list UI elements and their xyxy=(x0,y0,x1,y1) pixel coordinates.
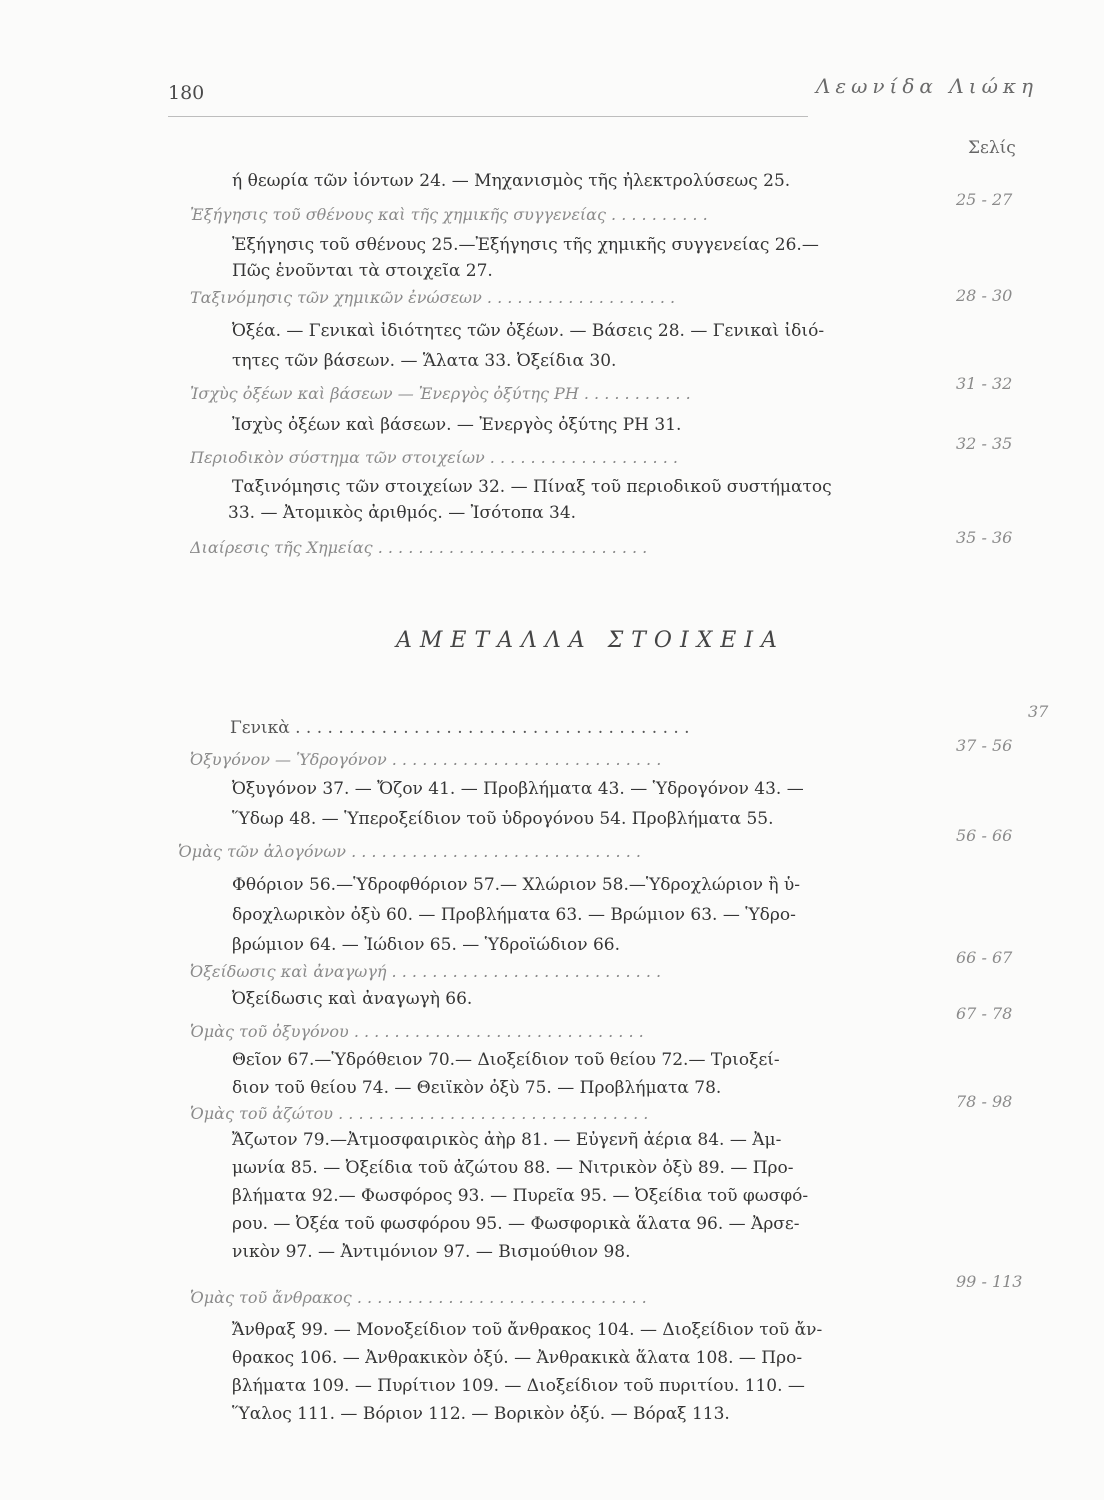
section-heading: ΑΜΕΤΑΛΛΑ ΣΤΟΙΧΕΙΑ xyxy=(396,628,785,653)
toc-entry-pages: 32 - 35 xyxy=(956,434,1013,453)
body-line: τητες τῶν βάσεων. — Ἅλατα 33. Ὀξείδια 30. xyxy=(232,351,617,371)
intro-line: ή θεωρία τῶν ἰόντων 24. — Μηχανισμὸς τῆς ἠλεκτρολύσεως 25. xyxy=(232,171,791,191)
body-line: βρώμιον 64. — Ἰώδιον 65. — Ὑδροϊώδιον 66. xyxy=(232,935,621,955)
page-number: 180 xyxy=(168,82,205,104)
toc-entry-pages: 37 - 56 xyxy=(956,736,1013,755)
toc-entry-title: Ἰσχὺς ὀξέων καὶ βάσεων — Ἐνεργὸς ὀξύτης PH . . . . . . . . . . . xyxy=(190,384,691,403)
body-line: Πῶς ἑνοῦνται τὰ στοιχεῖα 27. xyxy=(232,261,493,281)
body-line: Ταξινόμησις τῶν στοιχείων 32. — Πίναξ τοῦ περιοδικοῦ συστήματος xyxy=(232,477,832,497)
toc-entry-body xyxy=(232,870,800,960)
toc-entry-title: Γενικὰ . . . . . . . . . . . . . . . . . . . . . . . . . . . . . . . . . . . . . xyxy=(230,718,690,738)
toc-entry-title: Διαίρεσις τῆς Χημείας . . . . . . . . . . . . . . . . . . . . . . . . . . . xyxy=(190,538,648,557)
body-line: Φθόριον 56.—Ὑδροφθόριον 57.— Χλώριον 58.—Ὑδροχλώριον ἢ ὑ- xyxy=(232,875,801,895)
body-line: Ὕαλος 111. — Βόριον 112. — Βορικὸν ὀξύ. — Βόραξ 113. xyxy=(232,1404,730,1424)
body-line: μωνία 85. — Ὀξείδια τοῦ ἀζώτου 88. — Νιτρικὸν ὀξὺ 89. — Προ- xyxy=(232,1158,794,1178)
intro-text xyxy=(232,168,790,194)
toc-entry-body xyxy=(232,986,472,1012)
toc-entry-body xyxy=(228,474,832,526)
toc-entry-title: Ὁμὰς τοῦ ἀζώτου . . . . . . . . . . . . . . . . . . . . . . . . . . . . . . . xyxy=(190,1104,649,1123)
body-line: Ὀξυγόνον 37. — Ὄζον 41. — Προβλήματα 43. — Ὑδρογόνον 43. — xyxy=(232,779,804,799)
toc-entry-title: Ὀξείδωσις καὶ ἀναγωγή . . . . . . . . . . . . . . . . . . . . . . . . . . . xyxy=(190,962,662,981)
toc-entry-pages: 78 - 98 xyxy=(956,1092,1013,1111)
pages-column-label: Σελίς xyxy=(968,138,1016,158)
body-line: Ὀξέα. — Γενικαὶ ἰδιότητες τῶν ὀξέων. — Βάσεις 28. — Γενικαὶ ἰδιό- xyxy=(232,321,825,341)
body-line: διον τοῦ θείου 74. — Θειϊκὸν ὀξὺ 75. — Προβλήματα 78. xyxy=(232,1078,722,1098)
toc-entry-pages: 31 - 32 xyxy=(956,374,1013,393)
toc-entry-body xyxy=(232,1316,822,1428)
toc-entry-body xyxy=(232,1046,780,1102)
body-line: Ὕδωρ 48. — Ὑπεροξείδιον τοῦ ὑδρογόνου 54. Προβλήματα 55. xyxy=(232,809,774,829)
header-rule xyxy=(168,116,808,117)
toc-entry-body xyxy=(232,318,824,374)
body-line: Ἰσχὺς ὀξέων καὶ βάσεων. — Ἐνεργὸς ὀξύτης PH 31. xyxy=(232,415,682,435)
body-line: Ὀξείδωσις καὶ ἀναγωγὴ 66. xyxy=(232,989,473,1009)
toc-entry-pages: 67 - 78 xyxy=(956,1004,1013,1023)
toc-entry-title: Ὀξυγόνον — Ὑδρογόνον . . . . . . . . . . . . . . . . . . . . . . . . . . . xyxy=(190,750,662,769)
toc-entry-body xyxy=(232,776,804,832)
body-line: 33. — Ἀτομικὸς ἀριθμός. — Ἰσότοπα 34. xyxy=(228,503,577,523)
toc-entry-title: Ὁμὰς τῶν ἀλογόνων . . . . . . . . . . . . . . . . . . . . . . . . . . . . . xyxy=(178,842,641,861)
body-line: ρου. — Ὀξέα τοῦ φωσφόρου 95. — Φωσφορικὰ ἅλατα 96. — Ἀρσε- xyxy=(232,1214,800,1234)
body-line: βλήματα 92.— Φωσφόρος 93. — Πυρεῖα 95. — Ὀξείδια τοῦ φωσφό- xyxy=(232,1186,809,1206)
body-line: Ἄνθραξ 99. — Μονοξείδιον τοῦ ἄνθρακος 104. — Διοξείδιον τοῦ ἄν- xyxy=(232,1320,823,1340)
body-line: βλήματα 109. — Πυρίτιον 109. — Διοξείδιον τοῦ πυριτίου. 110. — xyxy=(232,1376,805,1396)
running-head: Λεωνίδα Λιώκη xyxy=(815,74,1038,98)
toc-entry-pages: 35 - 36 xyxy=(956,528,1013,547)
toc-entry-title: Ἐξήγησις τοῦ σθένους καὶ τῆς χημικῆς συγγενείας . . . . . . . . . . xyxy=(190,205,708,224)
toc-entry-title: Ὁμὰς τοῦ ὀξυγόνου . . . . . . . . . . . . . . . . . . . . . . . . . . . . . xyxy=(190,1022,644,1041)
toc-entry-title: Ὁμὰς τοῦ ἄνθρακος . . . . . . . . . . . . . . . . . . . . . . . . . . . . . xyxy=(190,1288,647,1307)
toc-entry-pages: 28 - 30 xyxy=(956,286,1013,305)
page-header xyxy=(168,74,1038,114)
toc-entry-pages: 25 - 27 xyxy=(956,190,1013,209)
body-line: Ἐξήγησις τοῦ σθένους 25.—Ἐξήγησις τῆς χημικῆς συγγενείας 26.— xyxy=(232,235,819,255)
toc-entry-body xyxy=(232,412,681,438)
toc-entry-body xyxy=(232,232,819,284)
body-line: νικὸν 97. — Ἀντιμόνιον 97. — Βισμούθιον 98. xyxy=(232,1242,631,1262)
toc-entry-title: Ταξινόμησις τῶν χημικῶν ἐνώσεων . . . . . . . . . . . . . . . . . . . xyxy=(190,288,676,307)
body-line: Θεῖον 67.—Ὑδρόθειον 70.— Διοξείδιον τοῦ θείου 72.— Τριοξεί- xyxy=(232,1050,780,1070)
toc-entry-pages: 56 - 66 xyxy=(956,826,1013,845)
toc-entry-pages: 99 - 113 xyxy=(956,1272,1023,1291)
toc-entry-title: Περιοδικὸν σύστημα τῶν στοιχείων . . . . . . . . . . . . . . . . . . . xyxy=(190,448,678,467)
body-line: δροχλωρικὸν ὀξὺ 60. — Προβλήματα 63. — Βρώμιον 63. — Ὑδρο- xyxy=(232,905,796,925)
toc-entry-body xyxy=(232,1126,808,1266)
body-line: Ἄζωτον 79.—Ἀτμοσφαιρικὸς ἀὴρ 81. — Εὐγενῆ ἀέρια 84. — Ἀμ- xyxy=(232,1130,782,1150)
toc-entry-pages: 37 xyxy=(1028,702,1049,721)
body-line: θρακος 106. — Ἀνθρακικὸν ὀξύ. — Ἀνθρακικὰ ἅλατα 108. — Προ- xyxy=(232,1348,803,1368)
toc-entry-pages: 66 - 67 xyxy=(956,948,1013,967)
